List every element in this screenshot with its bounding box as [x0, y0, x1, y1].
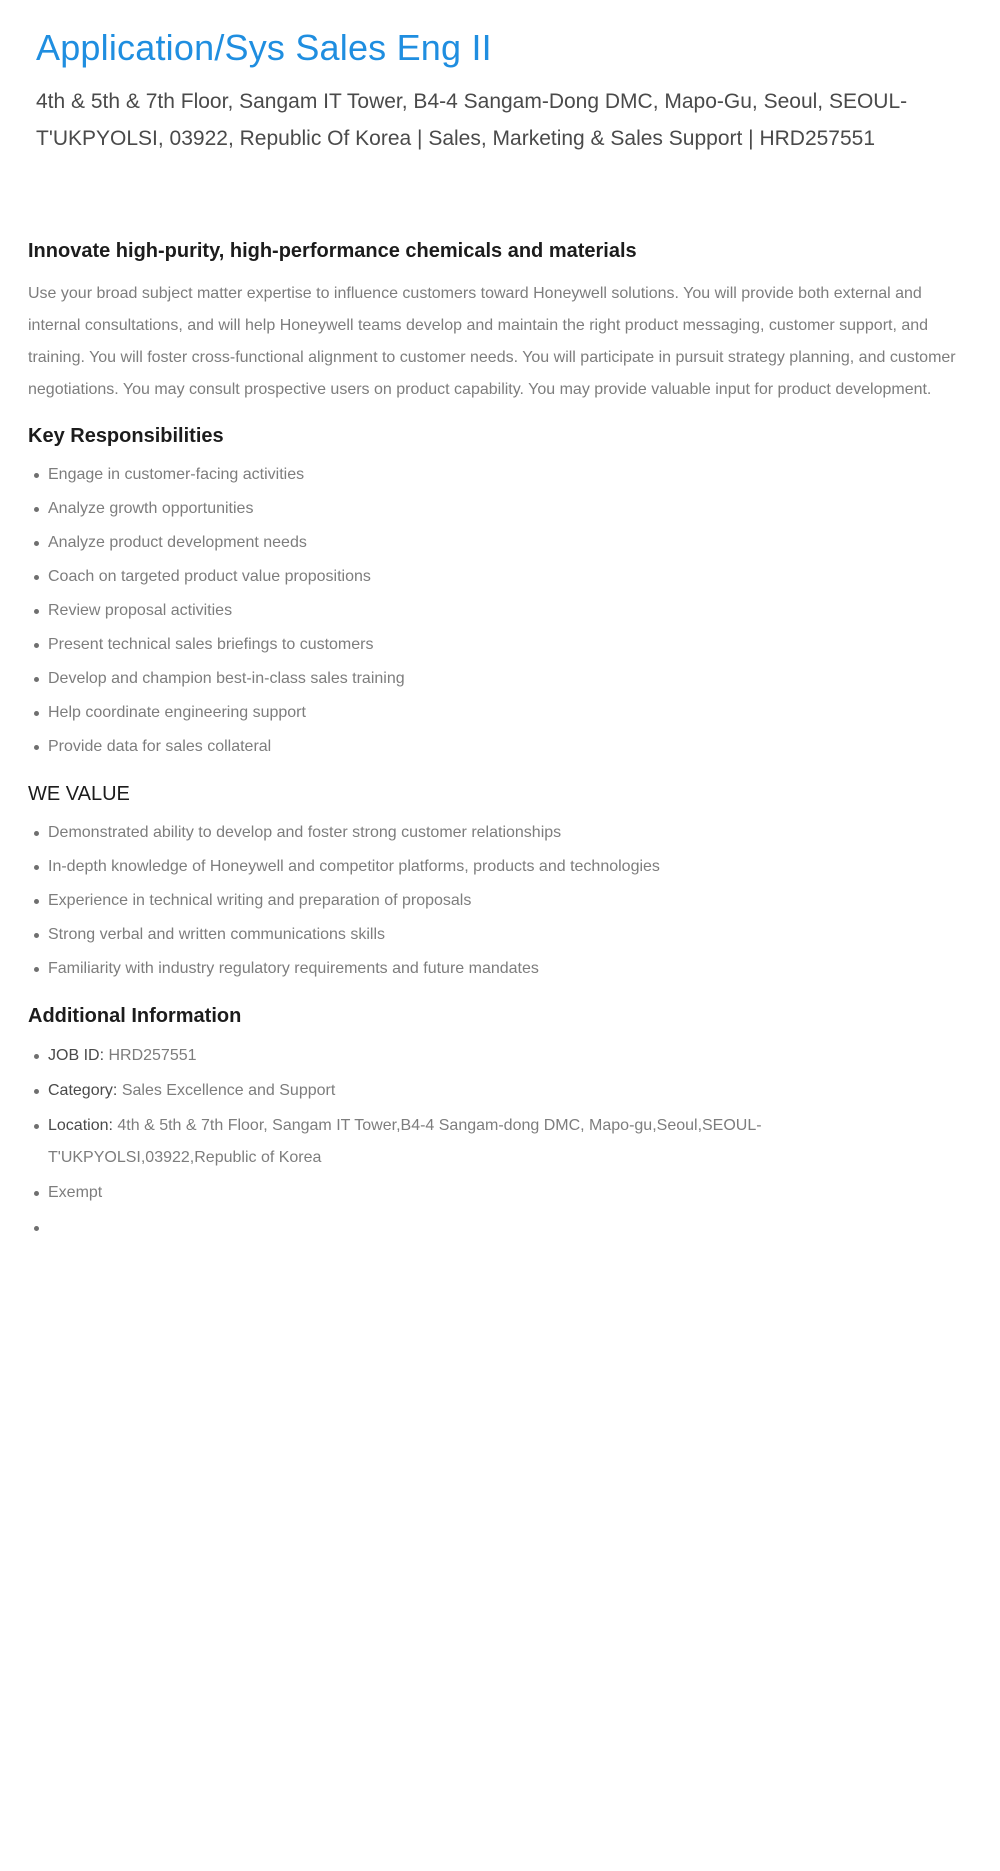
list-item: Analyze product development needs: [28, 526, 972, 560]
list-item: Analyze growth opportunities: [28, 492, 972, 526]
list-item: Experience in technical writing and preparation of proposals: [28, 884, 972, 918]
list-item: Present technical sales briefings to customers: [28, 628, 972, 662]
responsibilities-list: [28, 458, 972, 764]
additional-info-list: [28, 1040, 972, 1244]
list-item: Engage in customer-facing activities: [28, 458, 972, 492]
intro-text: Use your broad subject matter expertise to influence customers toward Honeywell solutions. You will provide both external and internal consultations, and will help Honeywell teams develop and maintain the right product messaging, customer support, and training. You will foster cross-functional alignment to customer needs. You will participate in pursuit strategy planning, and customer negotiations. You may consult prospective users on product capability. You may provide valuable input for product development.: [28, 285, 956, 398]
exempt-item: Exempt: [28, 1177, 848, 1209]
job-id-item: [28, 1040, 848, 1072]
list-item: Provide data for sales collateral: [28, 730, 972, 764]
list-item: Develop and champion best-in-class sales training: [28, 662, 972, 696]
we-value-list: [28, 816, 972, 986]
list-item: Familiarity with industry regulatory requirements and future mandates: [28, 952, 972, 986]
job-id-value: HRD257551: [108, 1047, 197, 1064]
list-item: Strong verbal and written communications skills: [28, 918, 972, 952]
job-subtitle: 4th & 5th & 7th Floor, Sangam IT Tower, B4-4 Sangam-Dong DMC, Mapo-Gu, Seoul, SEOUL-T'UKPYOLSI, 03922, Republic Of Korea | Sales, Marketing & Sales Support | HRD257551: [36, 90, 908, 150]
location-value: 4th & 5th & 7th Floor, Sangam IT Tower,B4-4 Sangam-dong DMC, Mapo-gu,Seoul,SEOUL-T'UKPYOLSI,03922,Republic of Korea: [48, 1117, 762, 1166]
location-label: Location:: [48, 1117, 113, 1134]
job-header: [0, 0, 1000, 157]
category-label: Category:: [48, 1082, 118, 1099]
job-description: [0, 237, 1000, 1244]
job-title: Application/Sys Sales Eng II: [36, 27, 492, 68]
additional-info-heading: Additional Information: [28, 1005, 242, 1027]
intro-heading: Innovate high-purity, high-performance chemicals and materials: [28, 240, 637, 262]
list-item: In-depth knowledge of Honeywell and competitor platforms, products and technologies: [28, 850, 972, 884]
we-value-heading: WE VALUE: [28, 783, 130, 805]
category-value: Sales Excellence and Support: [121, 1082, 336, 1099]
list-item: Coach on targeted product value propositions: [28, 560, 972, 594]
responsibilities-heading: Key Responsibilities: [28, 425, 224, 447]
job-id-label: JOB ID:: [48, 1047, 105, 1064]
empty-list-item: [28, 1212, 848, 1244]
list-item: Review proposal activities: [28, 594, 972, 628]
list-item: Demonstrated ability to develop and foster strong customer relationships: [28, 816, 972, 850]
list-item: Help coordinate engineering support: [28, 696, 972, 730]
location-item: [28, 1110, 848, 1174]
category-item: [28, 1075, 848, 1107]
